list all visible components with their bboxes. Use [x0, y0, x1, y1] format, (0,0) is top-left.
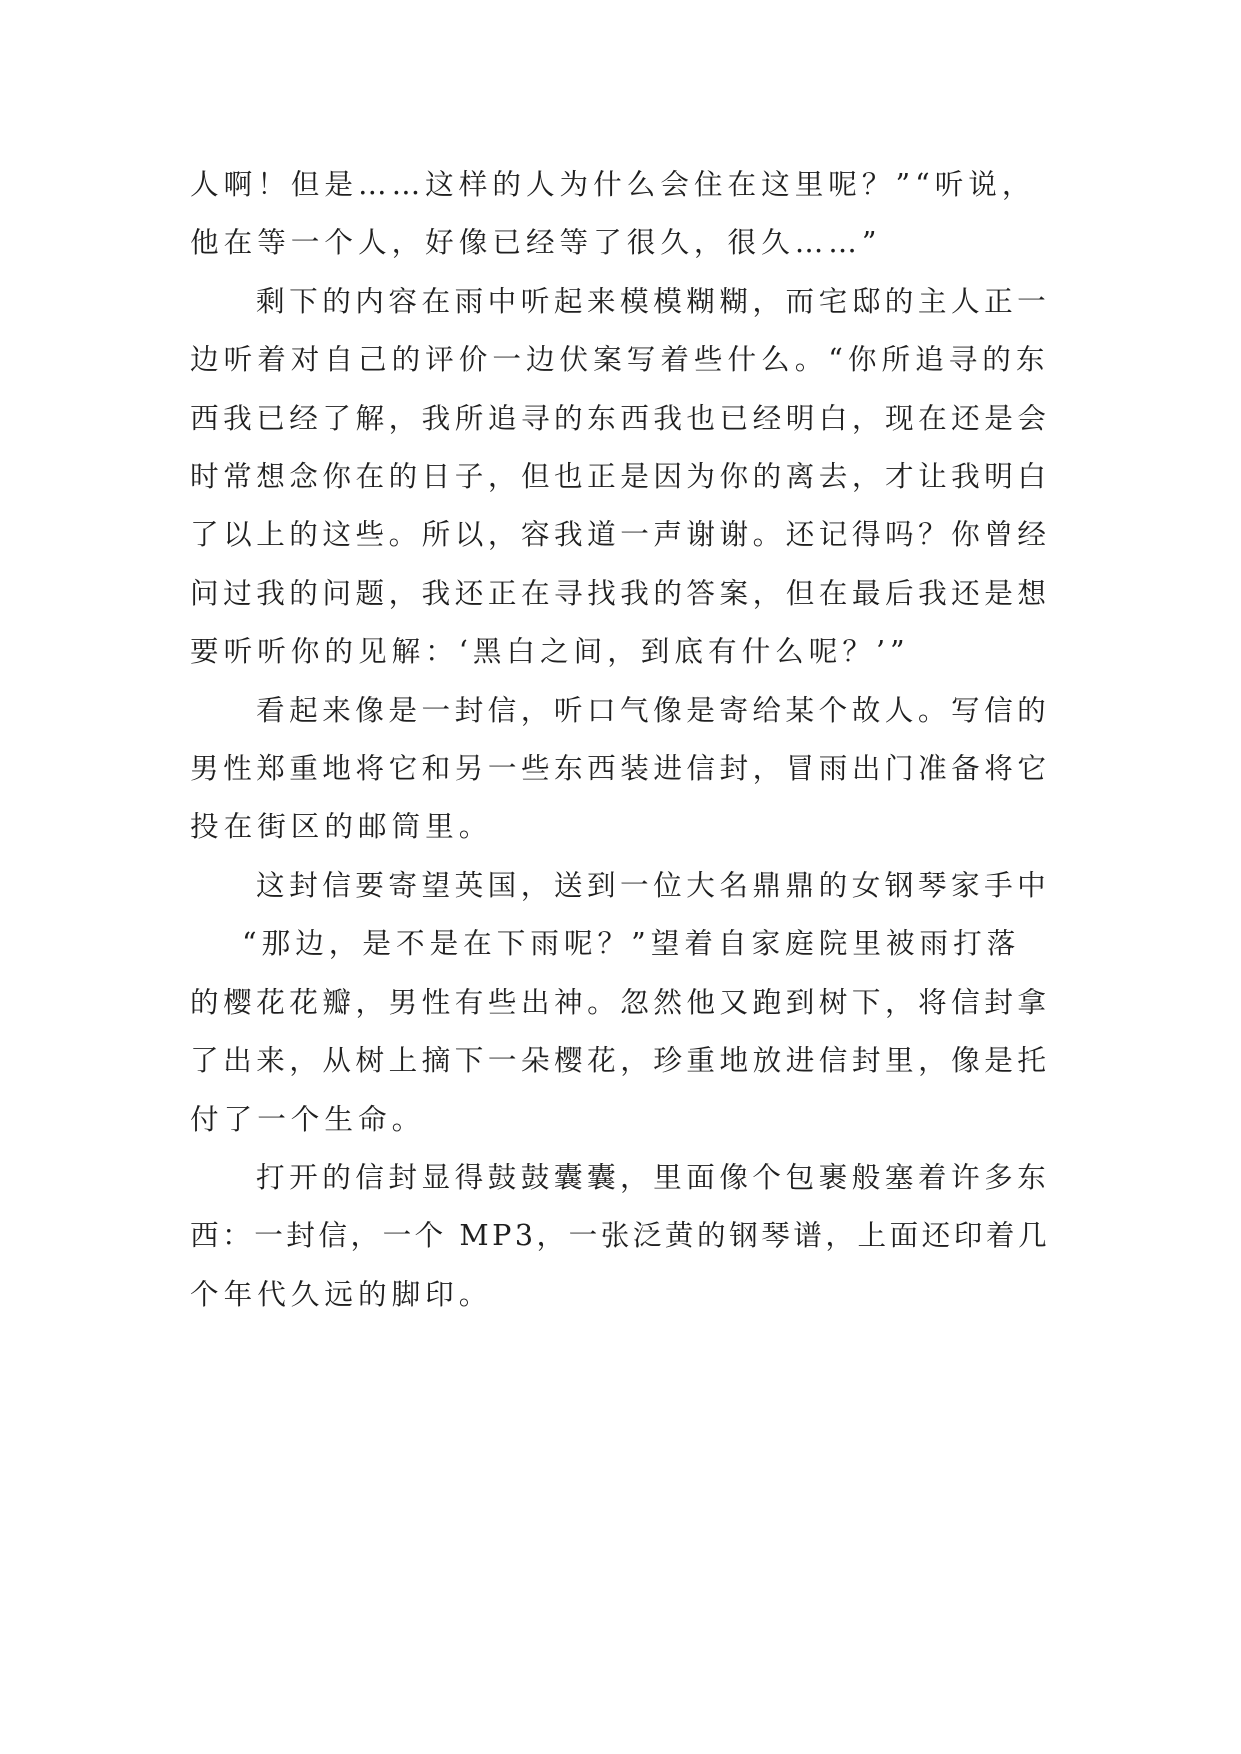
paragraph-1 — [190, 155, 1050, 272]
text-line: 西我已经了解，我所追寻的东西我也已经明白，现在还是会 — [190, 400, 1051, 435]
text-line: 男性郑重地将它和另一些东西装进信封，冒雨出门准备将它 — [190, 751, 1051, 786]
text-line: 的樱花花瓣，男性有些出神。忽然他又跑到树下，将信封拿 — [190, 984, 1051, 1019]
text-line: 了以上的这些。所以，容我道一声谢谢。还记得吗？你曾经 — [190, 517, 1051, 552]
text-line: 时常想念你在的日子，但也正是因为你的离去，才让我明白 — [190, 459, 1051, 494]
text-line: 西：一封信，一个 MP3，一张泛黄的钢琴谱，上面还印着几 — [190, 1218, 1051, 1253]
text-line: 看起来像是一封信，听口气像是寄给某个故人。写信的 — [256, 692, 1051, 727]
text-line: 了出来，从树上摘下一朵樱花，珍重地放进信封里，像是托 — [190, 1043, 1051, 1078]
paragraph-5 — [190, 914, 1050, 1148]
paragraph-3 — [190, 681, 1050, 856]
text-line: 付了一个生命。 — [190, 1101, 426, 1136]
paragraph-6 — [190, 1148, 1050, 1323]
text-line: 个年代久远的脚印。 — [190, 1276, 493, 1311]
text-line: 剩下的内容在雨中听起来模模糊糊，而宅邸的主人正一 — [256, 283, 1051, 318]
text-line: “那边，是不是在下雨呢？”望着自家庭院里被雨打落 — [242, 926, 1021, 961]
text-line: 问过我的问题，我还正在寻找我的答案，但在最后我还是想 — [190, 575, 1051, 610]
body-text — [190, 155, 1050, 1323]
paragraph-2 — [190, 272, 1050, 681]
text-line: 人啊！但是……这样的人为什么会住在这里呢？”“听说， — [190, 167, 1036, 201]
text-line: 边听着对自己的评价一边伏案写着些什么。“你所追寻的东 — [190, 342, 1050, 377]
text-line: 这封信要寄望英国，送到一位大名鼎鼎的女钢琴家手中 — [256, 867, 1051, 902]
text-line: 打开的信封显得鼓鼓囊囊，里面像个包裹般塞着许多东 — [256, 1159, 1051, 1194]
paragraph-4 — [190, 856, 1050, 914]
text-line: 他在等一个人，好像已经等了很久，很久……” — [190, 225, 882, 260]
text-line: 投在街区的邮筒里。 — [190, 809, 493, 844]
text-line: 要听听你的见解：‘黑白之间，到底有什么呢？’” — [190, 634, 910, 669]
